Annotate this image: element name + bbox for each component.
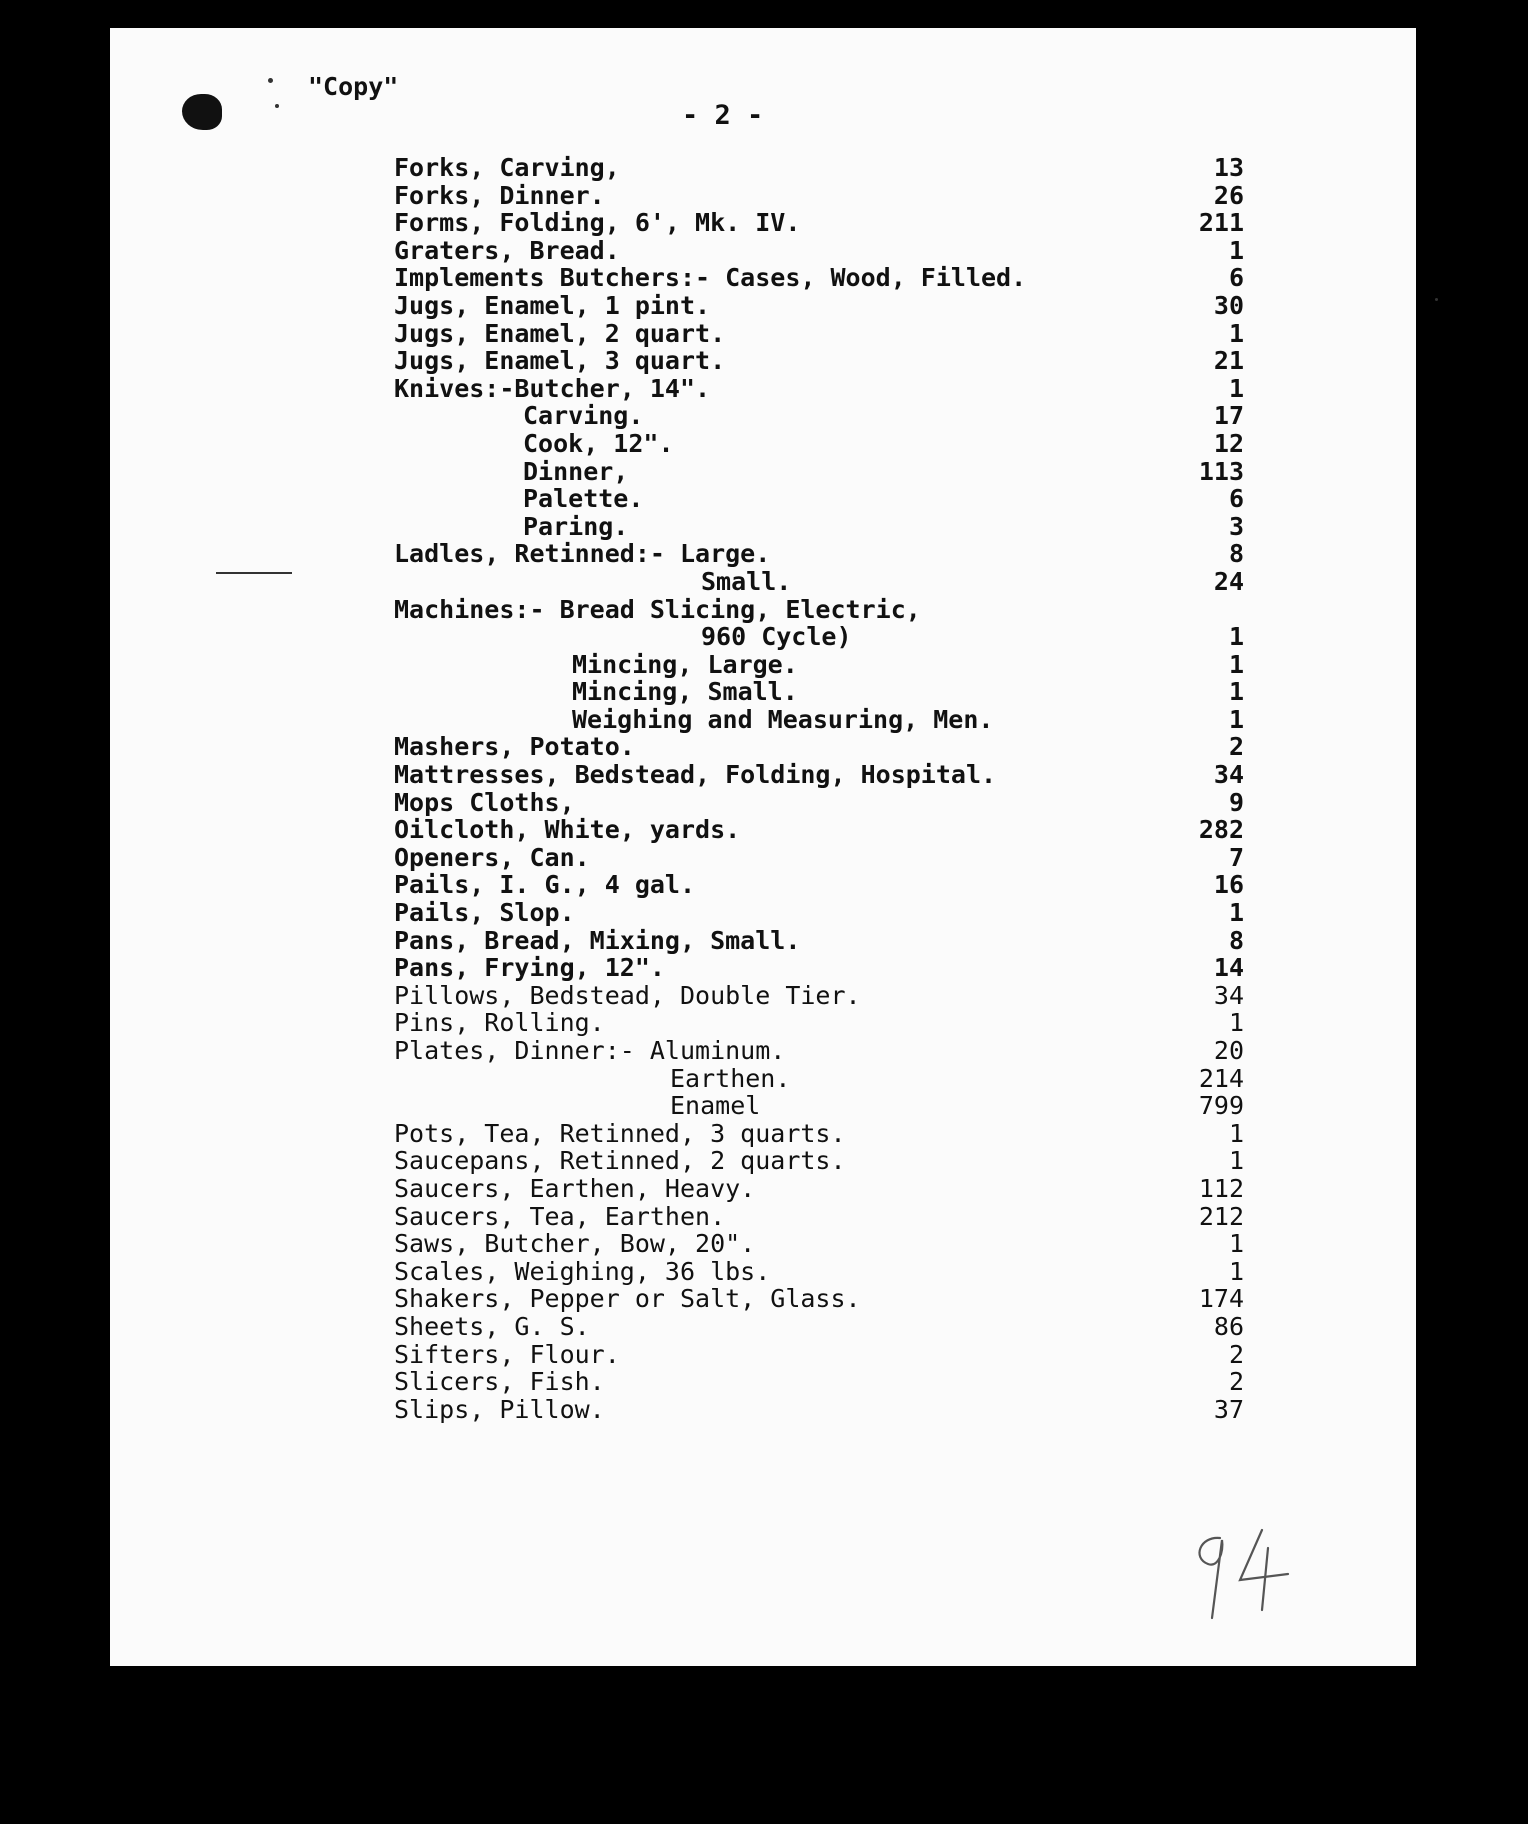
item-description: Dinner,	[523, 456, 629, 486]
item-quantity: 1	[1228, 318, 1244, 348]
item-description: Pots, Tea, Retinned, 3 quarts.	[394, 1118, 846, 1148]
item-quantity: 112	[1198, 1173, 1244, 1203]
item-quantity: 34	[1213, 980, 1244, 1010]
inventory-list	[394, 154, 1244, 1423]
margin-mark	[216, 572, 292, 574]
document-page	[110, 28, 1416, 1666]
inventory-row	[394, 458, 1244, 486]
item-description: Knives:-Butcher, 14".	[394, 373, 711, 403]
item-description: Pails, I. G., 4 gal.	[394, 870, 696, 900]
item-description: Mincing, Large.	[572, 649, 798, 679]
ink-speck	[275, 104, 279, 108]
inventory-row	[394, 706, 1244, 734]
item-quantity: 799	[1198, 1091, 1244, 1121]
inventory-row	[394, 844, 1244, 872]
handwritten-page-number	[1180, 1518, 1300, 1628]
item-description: Pails, Slop.	[394, 898, 575, 928]
item-description: Forks, Dinner.	[394, 180, 605, 210]
item-description: Mops Cloths,	[394, 787, 575, 817]
inventory-row	[394, 209, 1244, 237]
item-description: Saucers, Earthen, Heavy.	[394, 1173, 756, 1203]
item-description: Ladles, Retinned:- Large.	[394, 539, 771, 569]
inventory-row	[394, 982, 1244, 1010]
item-quantity: 12	[1213, 428, 1244, 458]
item-quantity: 8	[1228, 925, 1244, 955]
item-quantity: 6	[1228, 484, 1244, 514]
item-quantity: 1	[1228, 622, 1244, 652]
ink-blot	[182, 94, 222, 130]
item-description: Saws, Butcher, Bow, 20".	[394, 1229, 756, 1259]
inventory-row	[394, 623, 1244, 651]
item-description: Machines:- Bread Slicing, Electric,	[394, 594, 921, 624]
item-quantity: 2	[1228, 1367, 1244, 1397]
item-description: Pans, Bread, Mixing, Small.	[394, 925, 801, 955]
item-description: 960 Cycle)	[701, 622, 852, 652]
item-description: Weighing and Measuring, Men.	[572, 704, 994, 734]
item-description: Mincing, Small.	[572, 677, 798, 707]
item-description: Plates, Dinner:- Aluminum.	[394, 1036, 786, 1065]
item-quantity: 13	[1213, 153, 1244, 182]
item-description: Oilcloth, White, yards.	[394, 815, 741, 845]
item-quantity: 1	[1228, 898, 1244, 928]
inventory-row	[394, 1396, 1244, 1424]
item-description: Slicers, Fish.	[394, 1367, 605, 1397]
item-quantity: 20	[1213, 1036, 1244, 1065]
page-number: - 2 -	[682, 100, 764, 131]
item-description: Mattresses, Bedstead, Folding, Hospital.	[394, 760, 997, 790]
item-description: Shakers, Pepper or Salt, Glass.	[394, 1284, 861, 1314]
inventory-row	[394, 1341, 1244, 1369]
item-description: Enamel	[670, 1091, 761, 1121]
item-description: Carving.	[523, 401, 644, 431]
item-description: Jugs, Enamel, 3 quart.	[394, 346, 726, 376]
item-description: Openers, Can.	[394, 842, 590, 872]
inventory-row	[394, 1258, 1244, 1286]
item-quantity: 9	[1228, 787, 1244, 817]
ink-speck	[1435, 298, 1438, 301]
item-quantity: 1	[1228, 1229, 1244, 1259]
item-description: Sifters, Flour.	[394, 1339, 620, 1369]
inventory-row	[394, 1230, 1244, 1258]
item-quantity: 21	[1213, 346, 1244, 376]
item-quantity: 1	[1228, 235, 1244, 265]
item-quantity: 212	[1198, 1201, 1244, 1231]
item-description: Pins, Rolling.	[394, 1008, 605, 1038]
item-quantity: 16	[1213, 870, 1244, 900]
inventory-row	[394, 678, 1244, 706]
item-quantity: 26	[1213, 180, 1244, 210]
item-quantity: 24	[1213, 566, 1244, 596]
item-description: Pans, Frying, 12".	[394, 953, 665, 983]
item-quantity: 7	[1228, 842, 1244, 872]
inventory-row	[394, 1009, 1244, 1037]
inventory-row	[394, 320, 1244, 348]
ink-speck	[268, 78, 273, 83]
item-quantity: 14	[1213, 953, 1244, 983]
item-description: Palette.	[523, 484, 644, 514]
inventory-row	[394, 430, 1244, 458]
inventory-row	[394, 816, 1244, 844]
item-quantity: 3	[1228, 511, 1244, 541]
item-description: Earthen.	[670, 1063, 791, 1093]
inventory-row	[394, 292, 1244, 320]
inventory-row	[394, 1092, 1244, 1120]
inventory-row	[394, 761, 1244, 789]
item-description: Jugs, Enamel, 2 quart.	[394, 318, 726, 348]
item-quantity: 6	[1228, 263, 1244, 293]
item-quantity: 8	[1228, 539, 1244, 569]
item-description: Pillows, Bedstead, Double Tier.	[394, 980, 861, 1010]
item-quantity: 30	[1213, 290, 1244, 320]
item-description: Saucers, Tea, Earthen.	[394, 1201, 726, 1231]
item-quantity: 282	[1198, 815, 1244, 845]
inventory-row	[394, 1285, 1244, 1313]
item-quantity: 1	[1228, 373, 1244, 403]
item-quantity: 2	[1228, 732, 1244, 762]
inventory-row	[394, 540, 1244, 568]
item-description: Cook, 12".	[523, 428, 674, 458]
item-description: Saucepans, Retinned, 2 quarts.	[394, 1146, 846, 1176]
item-description: Forms, Folding, 6', Mk. IV.	[394, 208, 801, 238]
item-quantity: 214	[1198, 1063, 1244, 1093]
inventory-row	[394, 154, 1244, 182]
inventory-row	[394, 927, 1244, 955]
inventory-row	[394, 513, 1244, 541]
item-description: Forks, Carving,	[394, 153, 620, 182]
inventory-row	[394, 1120, 1244, 1148]
inventory-row	[394, 264, 1244, 292]
inventory-row	[394, 1147, 1244, 1175]
item-quantity: 1	[1228, 649, 1244, 679]
item-quantity: 1	[1228, 1008, 1244, 1038]
item-description: Implements Butchers:- Cases, Wood, Filled.	[394, 263, 1027, 293]
item-quantity: 113	[1198, 456, 1244, 486]
inventory-row	[394, 1203, 1244, 1231]
inventory-row	[394, 568, 1244, 596]
copy-label: "Copy"	[308, 72, 399, 101]
item-quantity: 37	[1213, 1394, 1244, 1424]
item-quantity: 174	[1198, 1284, 1244, 1314]
inventory-row	[394, 182, 1244, 210]
item-quantity: 1	[1228, 677, 1244, 707]
inventory-row	[394, 596, 1244, 624]
item-quantity: 1	[1228, 1118, 1244, 1148]
item-quantity: 1	[1228, 1256, 1244, 1286]
item-quantity: 86	[1213, 1311, 1244, 1341]
inventory-row	[394, 651, 1244, 679]
inventory-row	[394, 871, 1244, 899]
item-quantity: 34	[1213, 760, 1244, 790]
item-description: Paring.	[523, 511, 629, 541]
item-description: Slips, Pillow.	[394, 1394, 605, 1424]
inventory-row	[394, 954, 1244, 982]
inventory-row	[394, 1037, 1244, 1065]
inventory-row	[394, 899, 1244, 927]
item-description: Sheets, G. S.	[394, 1311, 590, 1341]
item-description: Jugs, Enamel, 1 pint.	[394, 290, 711, 320]
item-description: Small.	[701, 566, 792, 596]
inventory-row	[394, 1368, 1244, 1396]
inventory-row	[394, 1175, 1244, 1203]
item-quantity: 2	[1228, 1339, 1244, 1369]
inventory-row	[394, 375, 1244, 403]
item-description: Graters, Bread.	[394, 235, 620, 265]
inventory-row	[394, 733, 1244, 761]
item-quantity: 1	[1228, 704, 1244, 734]
inventory-row	[394, 402, 1244, 430]
inventory-row	[394, 789, 1244, 817]
inventory-row	[394, 237, 1244, 265]
inventory-row	[394, 485, 1244, 513]
item-description: Scales, Weighing, 36 lbs.	[394, 1256, 771, 1286]
item-quantity: 17	[1213, 401, 1244, 431]
inventory-row	[394, 347, 1244, 375]
item-quantity: 1	[1228, 1146, 1244, 1176]
item-description: Mashers, Potato.	[394, 732, 635, 762]
item-quantity: 211	[1198, 208, 1244, 238]
inventory-row	[394, 1313, 1244, 1341]
inventory-row	[394, 1065, 1244, 1093]
